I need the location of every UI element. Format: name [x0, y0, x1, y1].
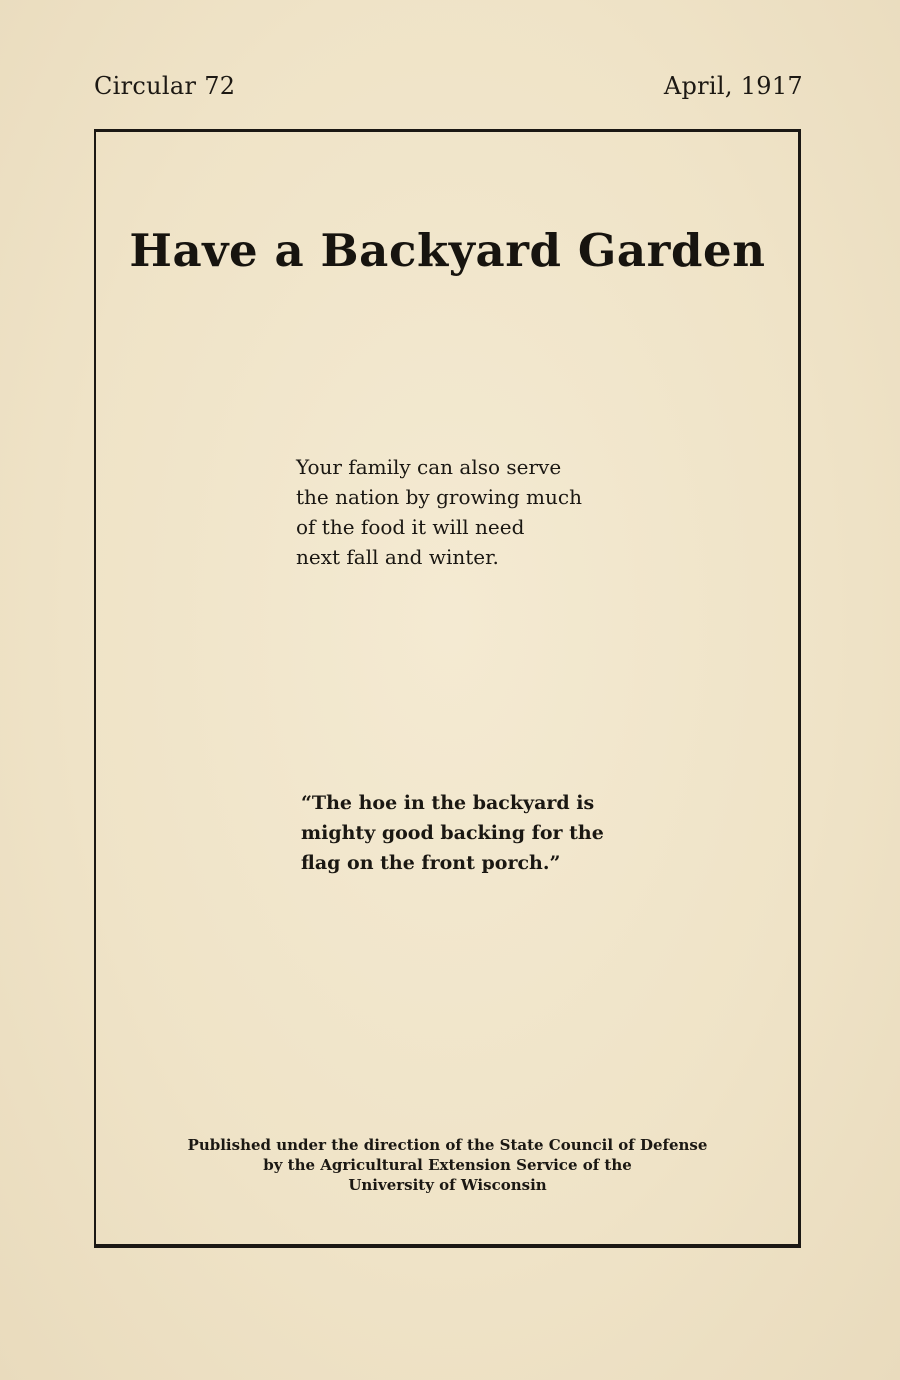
circular-number: Circular 72	[94, 72, 236, 100]
publication-date: April, 1917	[663, 72, 803, 100]
intro-line: Your family can also serve	[296, 455, 562, 479]
intro-line: the nation by growing much	[296, 485, 582, 509]
page-title: Have a Backyard Garden	[129, 224, 766, 277]
publisher-note	[94, 1135, 801, 1195]
footer-line: University of Wisconsin	[348, 1176, 547, 1194]
quote-line: mighty good backing for the	[301, 822, 604, 844]
intro-line: of the food it will need	[296, 515, 525, 539]
intro-line: next fall and winter.	[296, 545, 499, 569]
footer-line: by the Agricultural Extension Service of the	[263, 1156, 632, 1174]
page-border	[94, 129, 801, 1248]
quote-line: “The hoe in the backyard is	[301, 792, 595, 814]
slogan-quote	[301, 788, 631, 878]
quote-line: flag on the front porch.”	[301, 852, 561, 874]
footer-line: Published under the direction of the State Council of Defense	[187, 1136, 708, 1154]
intro-paragraph	[296, 452, 616, 572]
